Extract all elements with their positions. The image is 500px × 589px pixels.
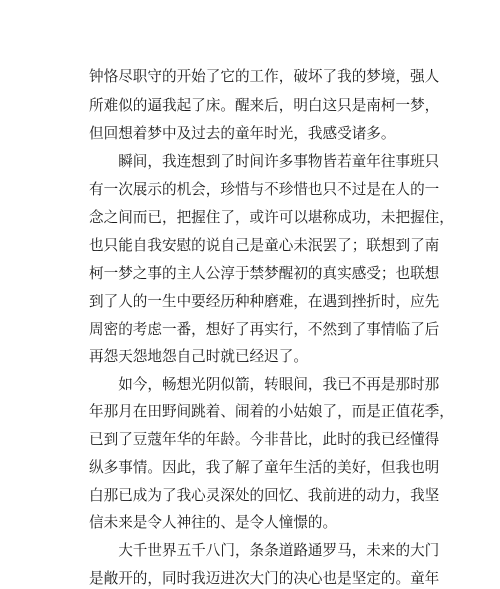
text-line: 年那月在田野间跳着、闹着的小姑娘了，而是正值花季， <box>89 403 454 420</box>
text-line: 也只能自我安慰的说自己是童心未泯罢了；联想到了南 <box>89 237 440 254</box>
text-line: 白那已成为了我心灵深处的回忆、我前进的动力，我坚 <box>89 487 440 504</box>
text-line: 柯一梦之事的主人公淳于禁梦醒初的真实感受；也联想 <box>89 265 440 282</box>
text-line: 是敞开的，同时我迈进次大门的决心也是坚定的。童年 <box>89 570 440 587</box>
text-line: 念之间而已，把握住了，或许可以堪称成功，未把握住， <box>89 209 454 226</box>
text-line: 大千世界五千八门，条条道路通罗马，未来的大门 <box>89 542 440 559</box>
text-line: 纵多事情。因此，我了解了童年生活的美好，但我也明 <box>89 459 440 476</box>
text-line: 再怨天怨地怨自己时就已经迟了。 <box>89 348 308 365</box>
text-line: 到了人的一生中要经历种种磨难，在遇到挫折时，应先 <box>89 293 440 310</box>
text-line: 已到了豆蔻年华的年龄。今非昔比，此时的我已经懂得 <box>89 431 440 448</box>
text-line: 周密的考虑一番，想好了再实行，不然到了事情临了后 <box>89 321 440 338</box>
text-line: 但回想着梦中及过去的童年时光，我感受诸多。 <box>89 125 396 142</box>
text-line: 如今，畅想光阴似箭，转眼间，我已不再是那时那 <box>89 376 440 393</box>
text-line: 所难似的逼我起了床。醒来后，明白这只是南柯一梦， <box>89 97 440 114</box>
text-line: 钟恪尽职守的开始了它的工作，破坏了我的梦境，强人 <box>89 68 440 85</box>
text-line: 瞬间，我连想到了时间许多事物皆若童年往事班只 <box>89 153 440 170</box>
text-line: 有一次展示的机会，珍惜与不珍惜也只不过是在人的一 <box>89 181 440 198</box>
text-line: 信未来是令人神往的、是令人憧憬的。 <box>89 514 338 531</box>
